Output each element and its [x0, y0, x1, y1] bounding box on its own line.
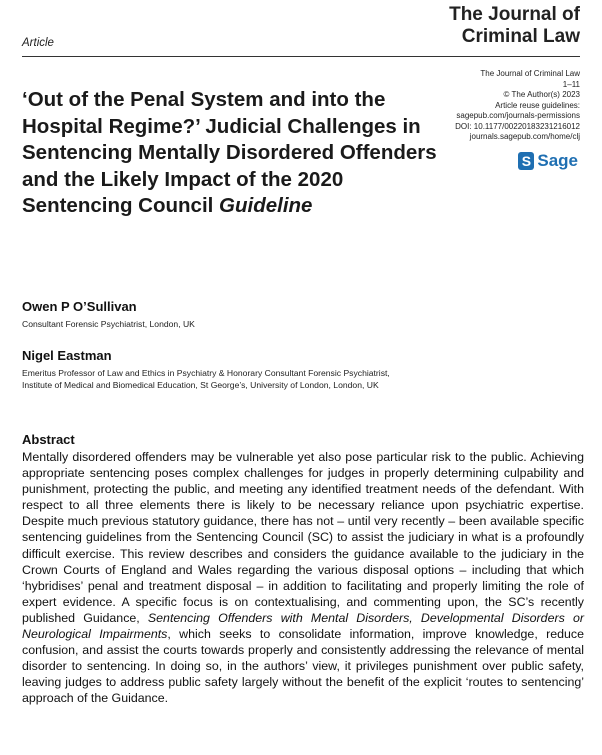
article-metadata [420, 69, 580, 143]
sage-logo-icon: S [518, 152, 534, 170]
abstract-text-part2: , which seeks to consolidate information, improve knowledge, reduce confusion, and assist the courts towards properly and consistently addressing the relevance of mental disorder to sentencing. In doing so, in the authors’ view, it privileges punishment over public safety, leaving judges to address public safety largely without the benefit of the explicit ‘routes to sentencing’ approach of the Guidance. [22, 627, 584, 706]
meta-journal: The Journal of Criminal Law [480, 69, 580, 78]
journal-name-line1: The Journal of [449, 4, 580, 25]
author-affiliation [22, 367, 390, 391]
author-affiliation [22, 318, 195, 330]
abstract-heading: Abstract [22, 432, 75, 447]
author-name: Nigel Eastman [22, 348, 112, 363]
paper-title [22, 87, 442, 220]
article-type-label: Article [22, 37, 54, 49]
author-name: Owen P O’Sullivan [22, 299, 137, 314]
affiliation-line: Consultant Forensic Psychiatrist, London, UK [22, 319, 195, 329]
paper-title-main: ‘Out of the Penal System and into the Hospital Regime?’ Judicial Challenges in Sentencing Mentally Disordered Offenders and the Likely Impact of the 2020 Sentencing Council [22, 88, 437, 217]
abstract-body [22, 449, 584, 707]
affiliation-line: Emeritus Professor of Law and Ethics in Psychiatry & Honorary Consultant Forensic Psychiatrist, [22, 368, 390, 378]
journal-name [449, 4, 580, 48]
abstract-text-part1: Mentally disordered offenders may be vulnerable yet also pose particular risk to the public. Achieving appropriate sentencing poses complex challenges for judges in properly determining culpability and punishment, protecting the public, and meeting any identified treatment needs of the defendant. With respect to all three elements there is likely to be necessary reliance upon psychiatric expertise. Despite much previous statutory guidance, there has not – until very recently – been available specific sentencing guidelines from the Sentencing Council (SC) to assist the judiciary in what is a profoundly difficult exercise. This review describes and considers the guidance available to the judiciary in the Crown Courts of England and Wales regarding the various disposal options – including that which ‘hybridises’ penal and treatment disposal – in addition to facilitating and properly limiting the role of expert evidence. A specific focus is on contextualising, and commenting upon, the SC’s recently published Guidance, [22, 450, 584, 625]
meta-doi[interactable]: DOI: 10.1177/00220183231216012 [455, 121, 580, 131]
meta-reuse: Article reuse guidelines: [495, 100, 580, 110]
meta-permissions-link[interactable]: sagepub.com/journals-permissions [456, 111, 580, 120]
publisher-name: Sage [537, 151, 578, 170]
abstract-guidance-title: Sentencing Offenders with Mental Disorders, Developmental Disorders or Neurological Impairments [22, 610, 584, 642]
affiliation-line: Institute of Medical and Biomedical Education, St George’s, University of London, London, UK [22, 380, 379, 390]
paper-title-italic: Guideline [219, 194, 313, 217]
publisher-logo [518, 151, 578, 171]
meta-pages: 1–11 [562, 79, 580, 89]
header-divider [22, 56, 580, 57]
journal-name-line2: Criminal Law [461, 26, 580, 47]
meta-home-link[interactable]: journals.sagepub.com/home/clj [469, 132, 580, 141]
meta-copyright: © The Author(s) 2023 [503, 90, 580, 99]
